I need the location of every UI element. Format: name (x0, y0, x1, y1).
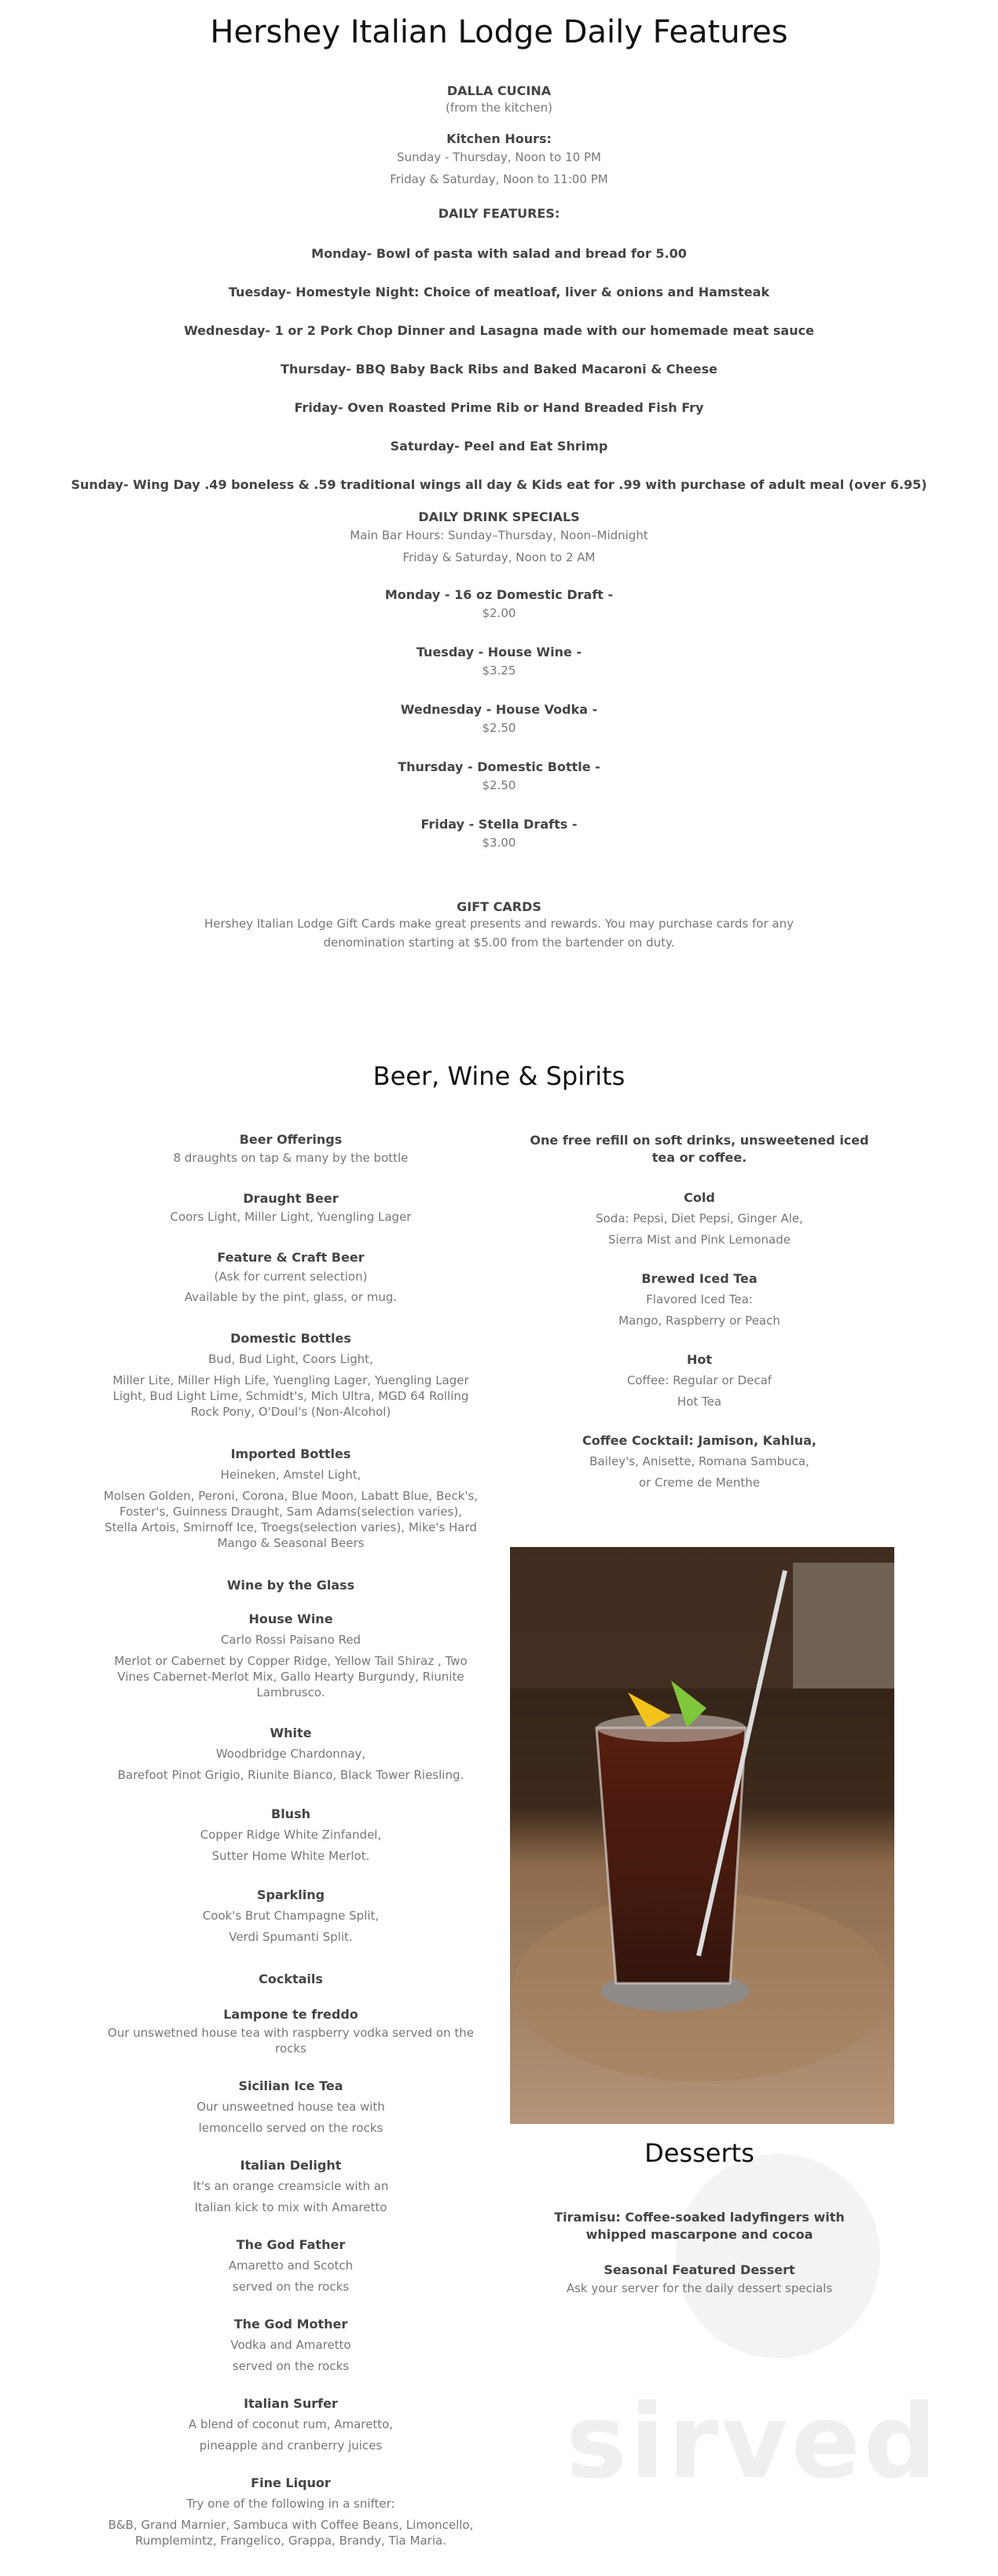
wine-item (102, 1611, 479, 1700)
right-column (519, 1132, 880, 1494)
cocktail-label: Sicilian Ice Tea (238, 2078, 343, 2093)
menu-item-label: Draught Beer (243, 1191, 339, 1206)
cocktail-item (102, 2396, 479, 2457)
wine-item-text: Merlot or Cabernet by Copper Ridge, Yellow Tail Shiraz , Two Vines Cabernet-Merlot Mix, Gallo Hearty Burgundy, Riunite Lambrusco. (114, 1654, 468, 1700)
special-price: $2.50 (482, 721, 516, 735)
cocktail-item (102, 2078, 479, 2139)
beverage-item (519, 1352, 880, 1413)
dessert-item: Tiramisu: Coffee-soaked ladyfingers with whipped mascarpone and cocoa (554, 2210, 845, 2242)
bar-hours-line: Main Bar Hours: Sunday–Thursday, Noon–Midnight (350, 528, 648, 542)
special-name: Wednesday - House Vodka - (400, 702, 598, 717)
wine-item-text: Copper Ridge White Zinfandel, (200, 1828, 382, 1842)
cocktail-item (102, 2475, 479, 2548)
wine-item-text: Verdi Spumanti Split. (229, 1930, 353, 1944)
menu-item-text: Bud, Bud Light, Coors Light, (208, 1352, 373, 1366)
menu-item (102, 1331, 479, 1420)
wine-item (102, 1725, 479, 1786)
cocktail-text: A blend of coconut rum, Amaretto, (188, 2417, 394, 2431)
special-price: $3.25 (482, 663, 516, 678)
beverage-label: Cold (684, 1190, 715, 1205)
wine-item-text: Cook's Brut Champagne Split, (202, 1909, 380, 1923)
feature-item: Saturday- Peel and Eat Shrimp (390, 439, 608, 454)
special-name: Monday - 16 oz Domestic Draft - (384, 587, 614, 602)
beverage-text: Bailey's, Anisette, Romana Sambuca, (589, 1454, 809, 1468)
gift-cards-label: GIFT CARDS (457, 899, 541, 914)
beverage-label: Hot (686, 1352, 713, 1367)
refill-note: One free refill on soft drinks, unsweetened iced tea or coffee. (530, 1133, 869, 1165)
cocktail-item (102, 2317, 479, 2377)
special-price: $3.00 (482, 836, 516, 850)
wine-heading: Wine by the Glass (226, 1578, 355, 1593)
wine-item-label: Blush (271, 1806, 310, 1821)
menu-item-text: (Ask for current selection) (214, 1270, 368, 1284)
feature-item: Sunday- Wing Day .49 boneless & .59 traditional wings all day & Kids eat for .99 with purchase of adult meal (over 6.95) (71, 477, 927, 492)
special-price: $2.50 (482, 778, 516, 792)
kitchen-hours-label: Kitchen Hours: (446, 131, 552, 146)
cocktail-text: pineapple and cranberry juices (199, 2438, 383, 2453)
beer-wine-heading: Beer, Wine & Spirits (372, 1061, 626, 1091)
desserts-heading: Desserts (644, 2138, 754, 2168)
cocktail-text: served on the rocks (232, 2280, 350, 2294)
wine-item (102, 1806, 479, 1867)
cocktails-heading: Cocktails (259, 1972, 323, 1986)
wine-item-text: Carlo Rossi Paisano Red (220, 1633, 361, 1647)
beverage-item (519, 1433, 880, 1494)
cocktail-text: Vodka and Amaretto (230, 2338, 351, 2352)
cocktail-label: The God Father (236, 2237, 346, 2252)
feature-item: Tuesday- Homestyle Night: Choice of meatloaf, liver & onions and Hamsteak (228, 285, 770, 299)
daily-features-label: DAILY FEATURES: (438, 206, 560, 221)
dessert-note: Ask your server for the daily dessert specials (566, 2281, 833, 2295)
menu-item (102, 1250, 479, 1309)
cocktail-text: lemoncello served on the rocks (198, 2121, 383, 2135)
feature-item: Monday- Bowl of pasta with salad and bread for 5.00 (311, 246, 687, 261)
beverage-item (519, 1271, 880, 1332)
gift-cards-text: Hershey Italian Lodge Gift Cards make great presents and rewards. You may purchase cards for any denomination starting at $5.00 from the bartender on duty. (204, 917, 794, 950)
dessert-item: Seasonal Featured Dessert (604, 2262, 795, 2277)
beverage-text: Mango, Raspberry or Peach (618, 1314, 780, 1328)
menu-item-label: Domestic Bottles (230, 1331, 351, 1346)
iced-tea-photo (510, 1547, 894, 2124)
menu-item (102, 1191, 479, 1225)
cocktail-item (102, 2007, 479, 2056)
beverage-text: Hot Tea (677, 1395, 722, 1409)
feature-item: Thursday- BBQ Baby Back Ribs and Baked Macaroni & Cheese (281, 362, 717, 377)
wine-item (102, 1887, 479, 1948)
cocktail-text: served on the rocks (232, 2359, 350, 2373)
cocktail-text: B&B, Grand Marnier, Sambuca with Coffee Beans, Limoncello, Rumplemintz, Frangelico, Grappa, Brandy, Tia Maria. (108, 2518, 474, 2548)
kitchen-section (0, 83, 998, 952)
wine-item-text: Barefoot Pinot Grigio, Riunite Bianco, Black Tower Riesling. (117, 1768, 464, 1782)
menu-item (102, 1446, 479, 1551)
menu-item-label: Beer Offerings (239, 1132, 343, 1147)
cocktail-label: Italian Delight (240, 2158, 342, 2173)
feature-item: Wednesday- 1 or 2 Pork Chop Dinner and Lasagna made with our homemade meat sauce (184, 323, 814, 338)
sirved-watermark: sirved (566, 2382, 941, 2501)
menu-item (102, 1132, 479, 1166)
beverage-text: or Creme de Menthe (638, 1475, 761, 1490)
menu-item-label: Imported Bottles (230, 1446, 351, 1461)
cocktail-text: Italian kick to mix with Amaretto (194, 2200, 387, 2214)
page-title: Hershey Italian Lodge Daily Features (210, 14, 788, 50)
kitchen-hours-line: Sunday - Thursday, Noon to 10 PM (397, 150, 601, 164)
menu-item-text: Available by the pint, glass, or mug. (184, 1290, 398, 1304)
wine-item-text: Woodbridge Chardonnay, (215, 1747, 366, 1761)
drink-specials-label: DAILY DRINK SPECIALS (418, 509, 580, 524)
menu-item-text: Miller Lite, Miller High Life, Yuengling Lager, Yuengling Lager Light, Bud Light Lime, Schmidt's, Mich Ultra, MGD 64 Rolling Rock Pony, O'Doul's (Non-Alcohol) (112, 1373, 469, 1419)
feature-item: Friday- Oven Roasted Prime Rib or Hand Breaded Fish Fry (294, 400, 704, 415)
left-column (102, 1132, 479, 2548)
iced-tea-illustration (510, 1547, 894, 2124)
beverage-label: Brewed Iced Tea (641, 1271, 758, 1286)
menu-item-text: Molsen Golden, Peroni, Corona, Blue Moon, Labatt Blue, Beck's, Foster's, Guinness Draught, Sam Adams(selection varies), Stella Artois, Smirnoff Ice, Troegs(selection varies), Mike's Hard Mango & Seasonal Beers (103, 1489, 479, 1550)
beverage-item (519, 1190, 880, 1251)
desserts-column (527, 2209, 872, 2296)
beverage-text: Flavored Iced Tea: (646, 1292, 753, 1306)
wine-item-label: House Wine (248, 1611, 333, 1626)
cocktail-label: Italian Surfer (244, 2396, 338, 2411)
beverage-text: Sierra Mist and Pink Lemonade (608, 1233, 791, 1247)
cocktail-item (102, 2237, 479, 2298)
cocktail-text: Our unswetned house tea with raspberry vodka served on the rocks (108, 2026, 474, 2056)
cocktail-text: Amaretto and Scotch (228, 2258, 354, 2273)
kitchen-hours-line: Friday & Saturday, Noon to 11:00 PM (390, 172, 608, 186)
menu-item-text: Coors Light, Miller Light, Yuengling Lager (170, 1210, 412, 1224)
cocktail-label: Fine Liquor (251, 2475, 331, 2490)
cocktail-text: Try one of the following in a snifter: (186, 2497, 395, 2511)
beverage-text: Coffee: Regular or Decaf (626, 1373, 772, 1387)
special-name: Friday - Stella Drafts - (420, 817, 578, 832)
cocktail-text: It's an orange creamsicle with an (193, 2179, 389, 2193)
wine-item-text: Sutter Home White Merlot. (211, 1849, 370, 1863)
cocktail-text: Our unsweetned house tea with (196, 2100, 385, 2114)
cucina-sub: (from the kitchen) (446, 101, 552, 115)
beverage-text: Soda: Pepsi, Diet Pepsi, Ginger Ale, (596, 1211, 803, 1226)
special-name: Thursday - Domestic Bottle - (398, 759, 600, 774)
cocktail-label: The God Mother (233, 2317, 348, 2332)
menu-item-label: Feature & Craft Beer (217, 1250, 365, 1265)
special-price: $2.00 (482, 606, 516, 620)
menu-item-text: 8 draughts on tap & many by the bottle (173, 1151, 409, 1165)
wine-item-label: White (270, 1725, 312, 1740)
cocktail-item (102, 2158, 479, 2218)
cucina-label: DALLA CUCINA (446, 83, 552, 98)
bar-hours-line: Friday & Saturday, Noon to 2 AM (402, 550, 596, 564)
menu-item-text: Heineken, Amstel Light, (220, 1468, 361, 1482)
beverage-label: Coffee Cocktail: Jamison, Kahlua, (582, 1433, 816, 1448)
cocktail-label: Lampone te freddo (223, 2007, 358, 2022)
wine-item-label: Sparkling (256, 1887, 325, 1902)
special-name: Tuesday - House Wine - (416, 645, 582, 660)
